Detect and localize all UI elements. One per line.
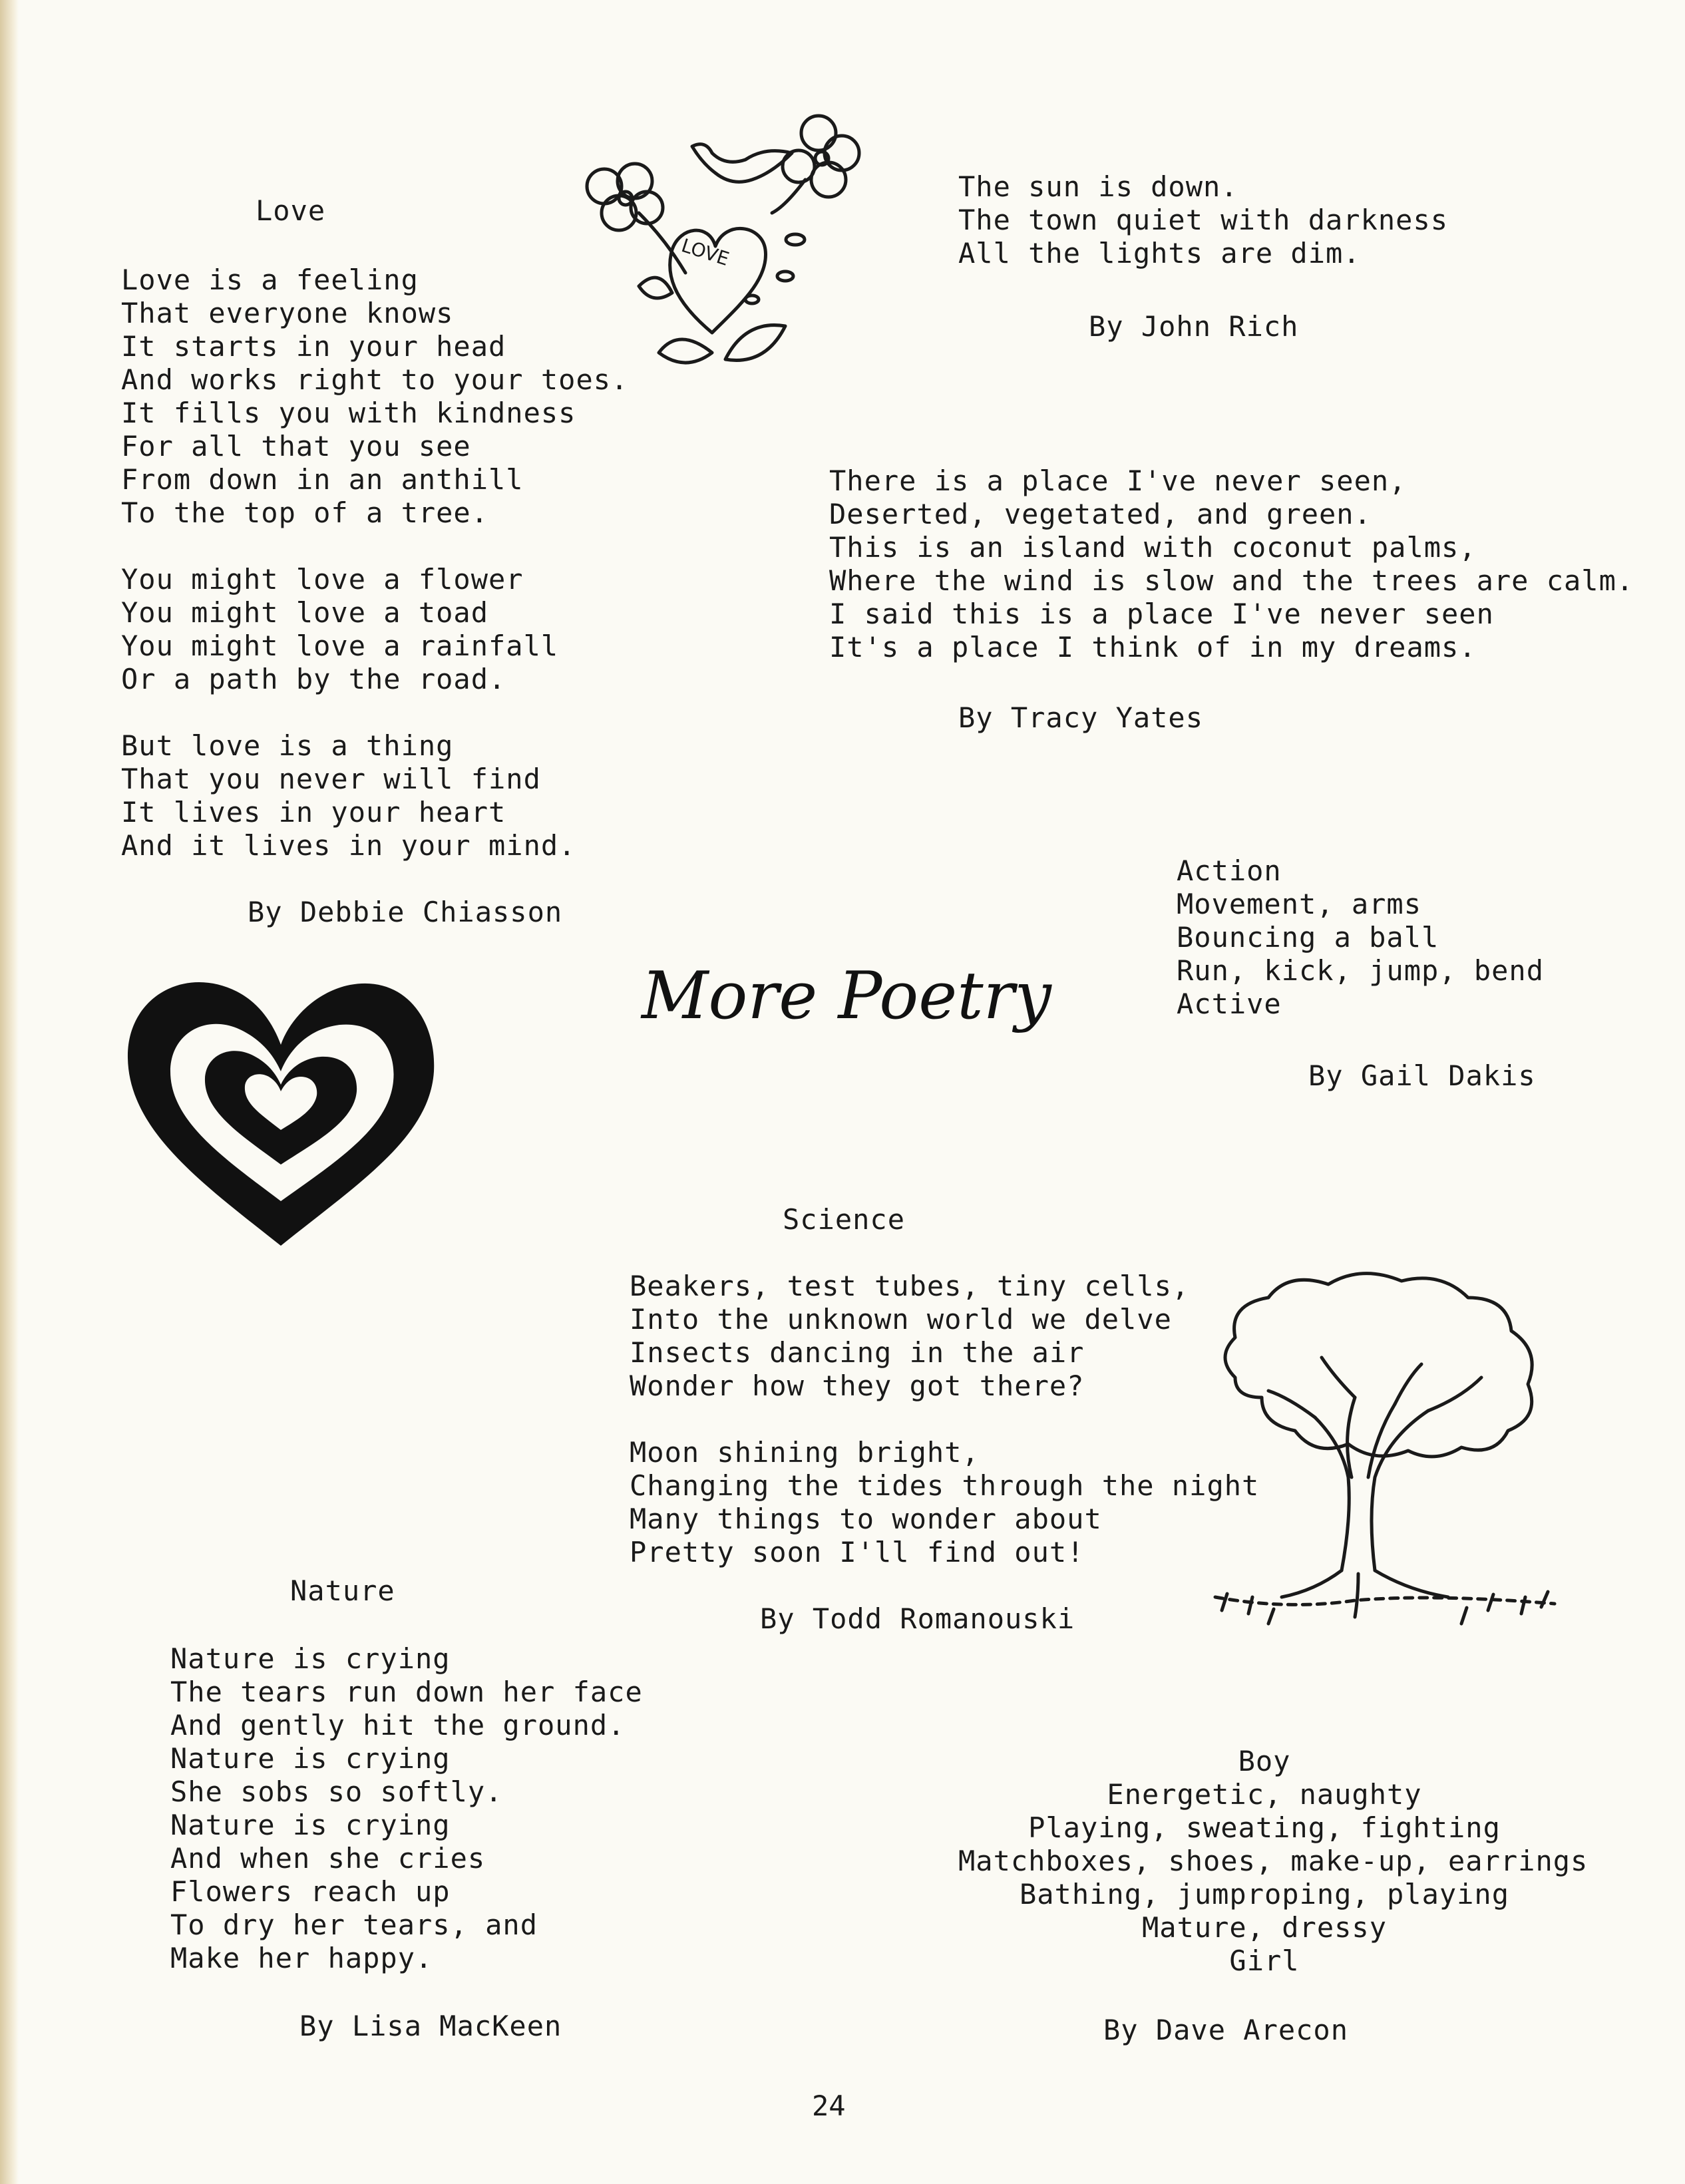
poem-line: Boy [1238,1745,1291,1777]
poem-line: Nature is crying [170,1642,451,1675]
poem-line: You might love a toad [121,596,489,629]
bee [777,272,793,281]
poem-line: That everyone knows [121,297,454,329]
poem-line: She sobs so softly. [170,1775,503,1808]
poem-line: Energetic, naughty [1107,1778,1422,1811]
poem-stanza [121,563,628,696]
author-science: By Todd Romanouski [760,1602,1075,1635]
page-binding-edge [0,0,19,2184]
flower-stem [772,180,805,213]
poem-line: For all that you see [121,430,471,462]
tree-branch [1268,1358,1481,1417]
poem-stanza [630,1270,1259,1403]
bee [745,295,759,303]
author-place: By Tracy Yates [958,701,1204,734]
poem-line: And when she cries [170,1842,486,1875]
leaf [725,325,785,361]
author-love: By Debbie Chiasson [248,896,563,928]
poem-line: Girl [1229,1944,1300,1977]
poem-nature [170,1642,643,1975]
poem-line: All the lights are dim. [958,237,1361,270]
bird-outline [692,144,792,182]
bee [786,234,805,245]
poem-line: You might love a rainfall [121,630,559,662]
poem-line: Movement, arms [1177,888,1422,920]
poem-line: Pretty soon I'll find out! [630,1536,1085,1568]
poem-line: Bouncing a ball [1177,921,1439,954]
concentric-heart-drawing [124,972,438,1251]
poem-line: Love is a feeling [121,264,419,296]
tree-roots [1282,1570,1448,1617]
author-action: By Gail Dakis [1308,1059,1536,1092]
flower-petal [801,116,836,150]
tree-canopy [1225,1274,1532,1457]
flower-petal [811,162,846,197]
poem-stanza [121,729,628,862]
leaf [659,339,712,363]
author-sun: By John Rich [1089,310,1299,343]
poem-line: Run, kick, jump, bend [1177,954,1545,987]
poem-science [630,1270,1259,1569]
poem-line: It lives in your heart [121,796,506,828]
poem-line: Nature is crying [170,1742,451,1775]
poem-line: The town quiet with darkness [958,204,1449,236]
tree-ground [1215,1597,1555,1604]
flower-petal [587,169,622,204]
poem-love [121,264,628,862]
author-boy: By Dave Arecon [1103,2014,1349,2046]
poem-line: From down in an anthill [121,463,524,496]
poem-line: The tears run down her face [170,1676,643,1708]
poem-line: Beakers, test tubes, tiny cells, [630,1270,1190,1302]
poem-line: Matchboxes, shoes, make-up, earrings [958,1845,1589,1877]
poem-line: Insects dancing in the air [630,1336,1085,1369]
tree-trunk [1315,1397,1428,1570]
poem-line: Active [1177,988,1282,1020]
author-nature: By Lisa MacKeen [299,2010,562,2042]
page-number: 24 [812,2090,846,2122]
leaf [639,277,672,298]
poem-place [829,464,1634,664]
poem-line: I said this is a place I've never seen [829,598,1494,630]
love-drawing-text: LOVE [679,234,732,271]
poem-action [1177,854,1544,1021]
love-flowers-drawing [572,106,878,386]
page-title: More Poetry [642,958,1051,1034]
poem-line: But love is a thing [121,729,454,762]
flower-petal [825,136,859,170]
poem-line: The sun is down. [958,170,1238,203]
flower-stem [639,213,685,273]
poem-line: Flowers reach up [170,1875,451,1908]
poem-stanza [630,1436,1259,1569]
poem-line: Make her happy. [170,1942,433,1974]
poem-line: Moon shining bright, [630,1436,980,1469]
poem-line: Deserted, vegetated, and green. [829,498,1372,530]
poem-sun [958,170,1448,270]
poem-boy [958,1745,1589,1978]
poem-line: That you never will find [121,763,541,795]
poem-line: Wonder how they got there? [630,1369,1085,1402]
tree-grass [1222,1592,1548,1624]
poem-line: To the top of a tree. [121,496,489,529]
poem-line: It's a place I think of in my dreams. [829,631,1477,663]
poem-line: Playing, sweating, fighting [1028,1811,1501,1844]
poem-line: It starts in your head [121,330,506,363]
poem-title-love: Love [256,194,326,227]
poem-stanza [121,264,628,530]
poem-line: Or a path by the road. [121,663,506,695]
poem-line: Action [1177,854,1282,887]
poem-line: Where the wind is slow and the trees are calm. [829,564,1634,597]
poem-line: There is a place I've never seen, [829,464,1407,497]
poem-line: To dry her tears, and [170,1909,538,1941]
poem-line: You might love a flower [121,563,524,596]
poem-line: And gently hit the ground. [170,1709,626,1741]
poem-line: Many things to wonder about [630,1503,1102,1535]
poem-line: Mature, dressy [1141,1911,1387,1944]
poem-line: It fills you with kindness [121,397,576,429]
poem-title-science: Science [783,1203,906,1236]
poem-line: And it lives in your mind. [121,829,576,862]
poem-line: Nature is crying [170,1809,451,1841]
poem-title-nature: Nature [290,1574,395,1607]
poem-line: Into the unknown world we delve [630,1303,1172,1336]
poem-line: And works right to your toes. [121,363,629,396]
poem-line: Changing the tides through the night [630,1469,1260,1502]
poem-line: Bathing, jumproping, playing [1019,1878,1509,1911]
tree-drawing [1209,1264,1575,1664]
poem-line: This is an island with coconut palms, [829,531,1477,564]
